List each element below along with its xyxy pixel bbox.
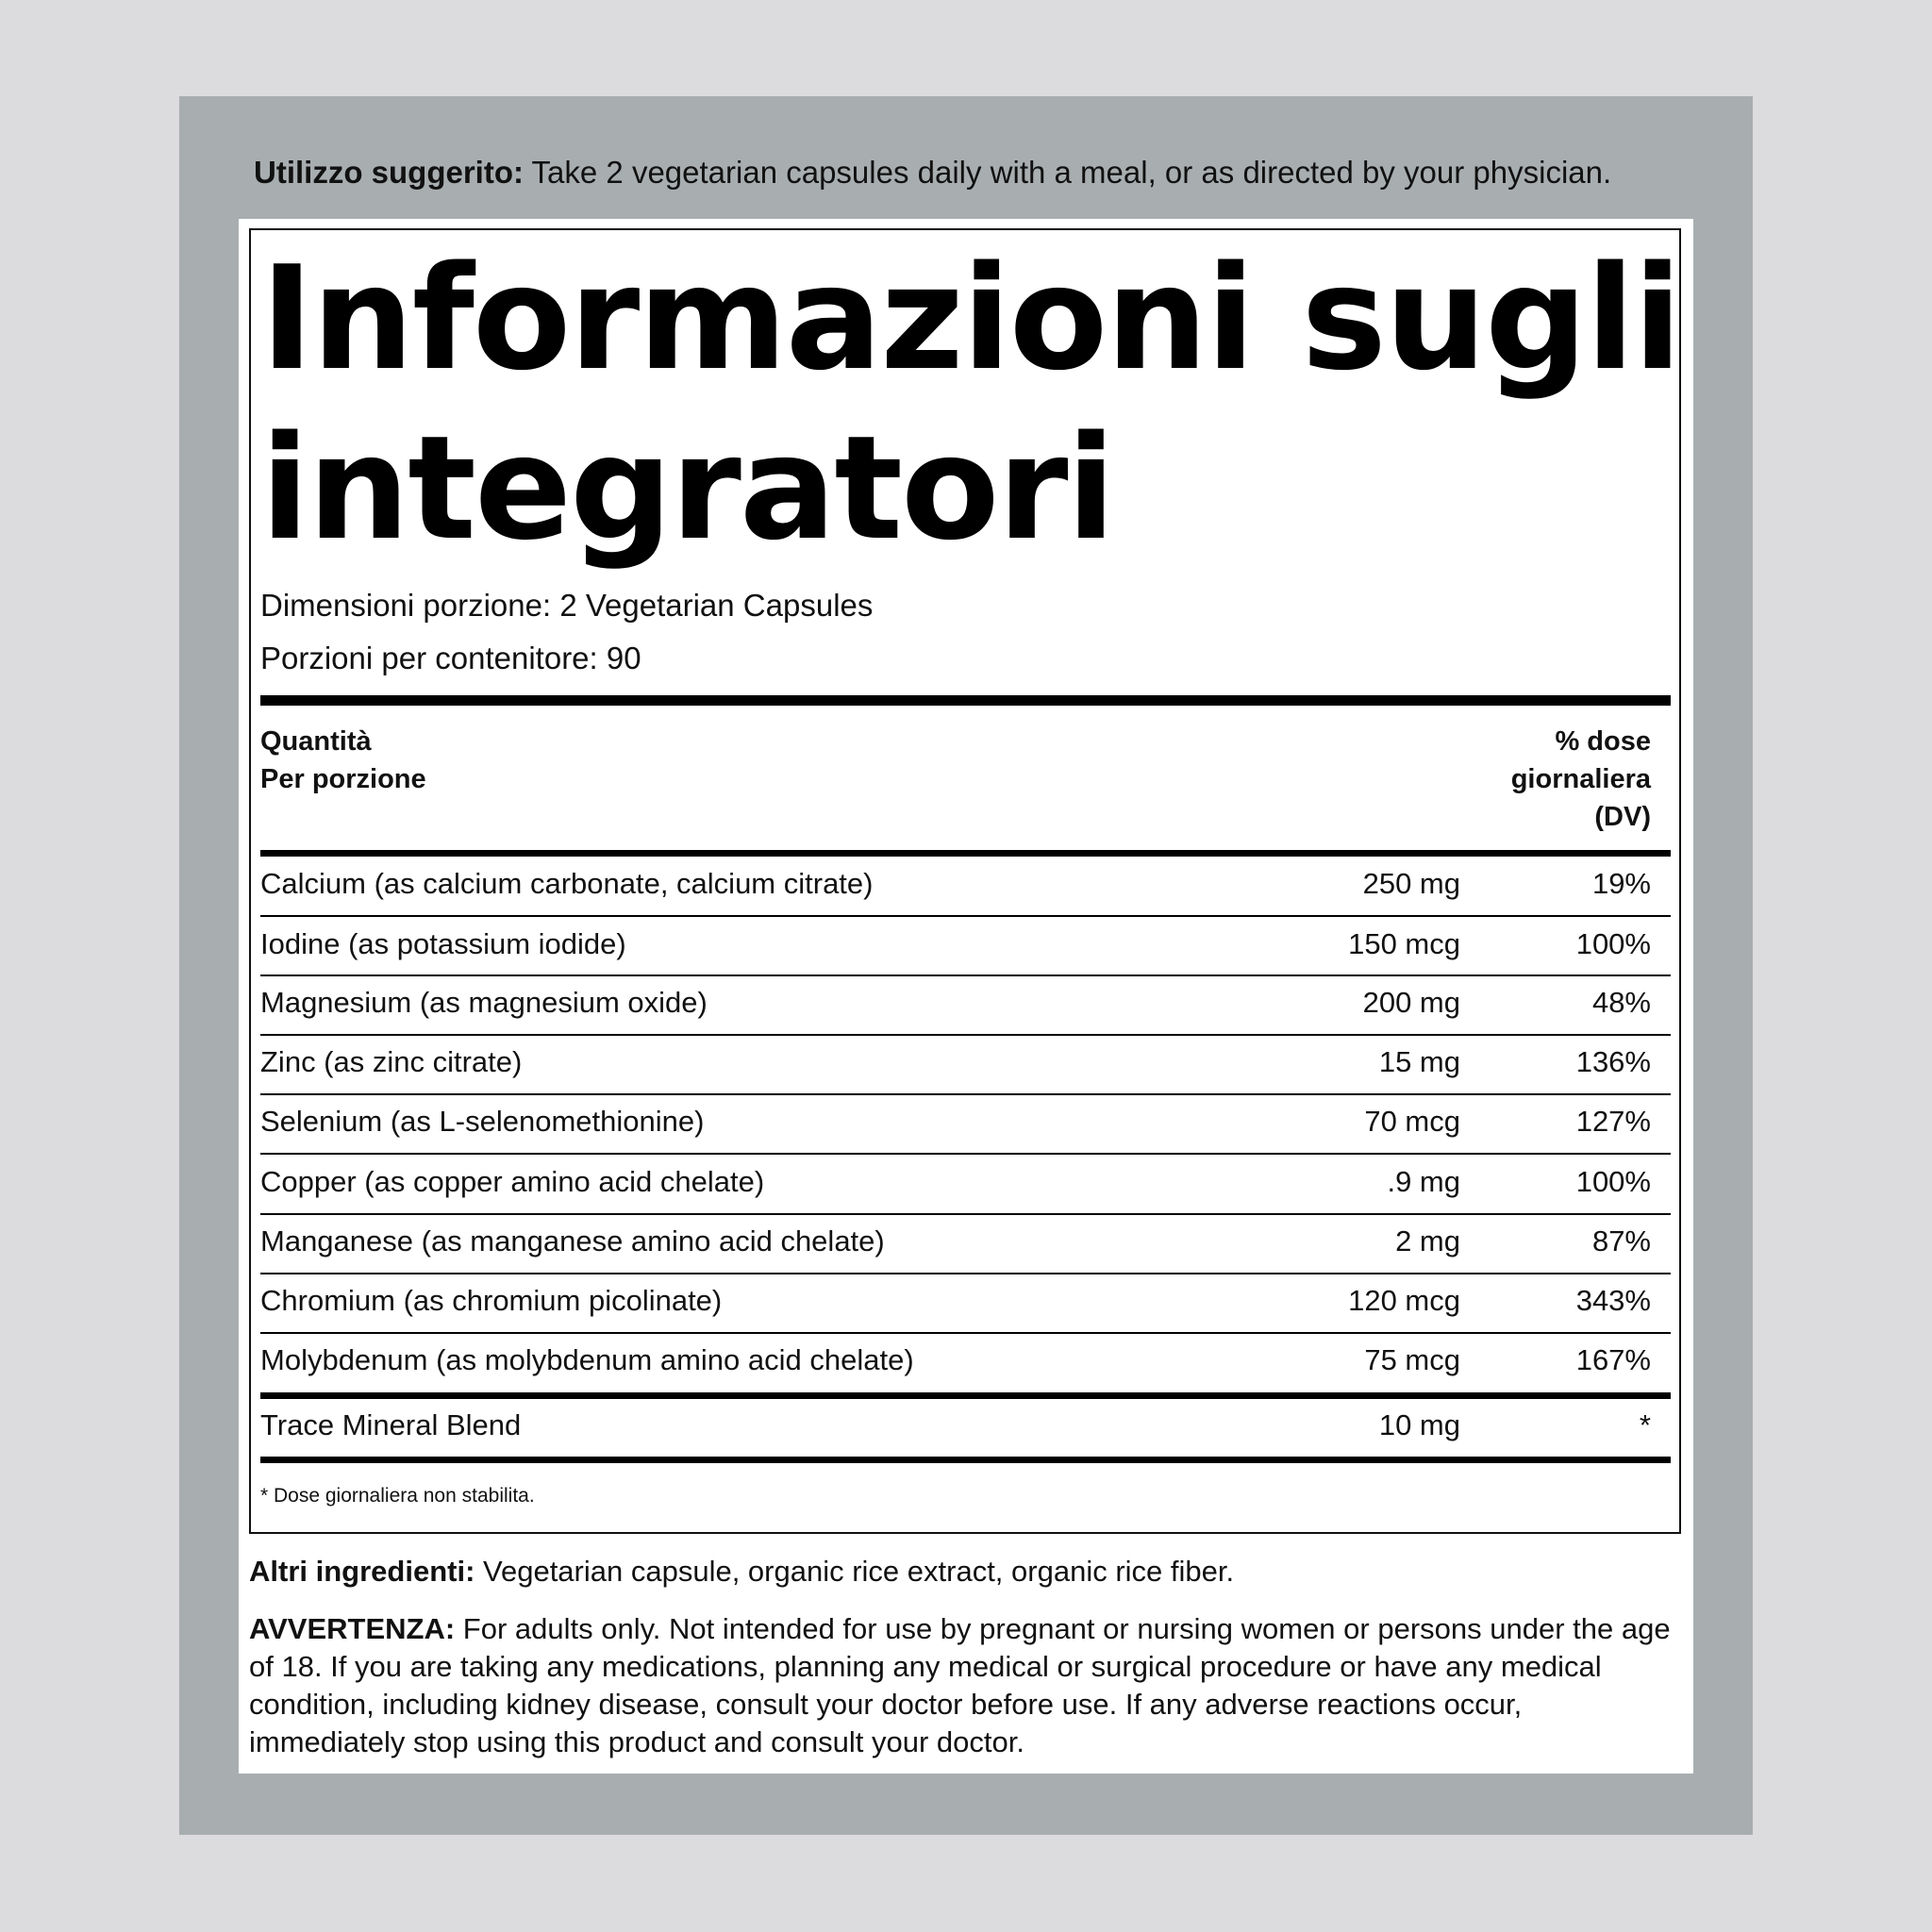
nutrient-row	[260, 915, 1671, 974]
nutrient-row	[260, 1331, 1671, 1390]
other-ingredients-label: Altri ingredienti:	[249, 1555, 475, 1588]
nutrient-name: Calcium (as calcium carbonate, calcium citrate)	[260, 867, 874, 900]
nutrient-dv: 48%	[1591, 986, 1651, 1019]
nutrient-amount: 200 mg	[1362, 986, 1460, 1019]
warning-text: For adults only. Not intended for use by pregnant or nursing women or persons under the age of 18. If you are taking any medications, planning any medical or surgical procedure or have any medical condition, including kidney disease, consult your doctor before use. If any adverse reactions occur, immediately stop using this product and consult your doctor.	[249, 1612, 1671, 1758]
nutrient-dv: 87%	[1591, 1224, 1651, 1257]
header-left-line-2: Per porzione	[260, 764, 426, 794]
nutrient-name: Iodine (as potassium iodide)	[260, 927, 626, 960]
supplement-facts-title	[260, 234, 1680, 574]
nutrient-amount: 75 mcg	[1364, 1343, 1460, 1376]
nutrient-amount: 15 mg	[1378, 1045, 1460, 1078]
blend-name: Trace Mineral Blend	[260, 1408, 522, 1441]
nutrient-dv: 19%	[1591, 867, 1651, 900]
warning	[249, 1610, 1683, 1761]
nutrient-row	[260, 1272, 1671, 1330]
header-left-line-1: Quantità	[260, 726, 372, 757]
nutrient-dv: 343%	[1575, 1284, 1651, 1317]
nutrient-row	[260, 974, 1671, 1032]
blend-dv: *	[1639, 1408, 1651, 1441]
nutrient-row	[260, 1153, 1671, 1211]
other-ingredients-text: Vegetarian capsule, organic rice extract, organic rice fiber.	[475, 1555, 1235, 1588]
nutrient-amount: 250 mg	[1362, 867, 1460, 900]
nutrient-dv: 100%	[1575, 1165, 1651, 1198]
nutrient-name: Zinc (as zinc citrate)	[260, 1045, 523, 1078]
nutrient-row	[260, 1092, 1671, 1151]
blend-row	[260, 1396, 1671, 1455]
nutrient-row	[260, 1033, 1671, 1091]
nutrient-dv: 167%	[1575, 1343, 1651, 1376]
nutrient-name: Selenium (as L-selenomethionine)	[260, 1105, 705, 1138]
bottom-divider	[260, 1457, 1671, 1463]
daily-value-footnote: * Dose giornaliera non stabilita.	[260, 1485, 535, 1507]
nutrient-amount: 150 mcg	[1348, 927, 1460, 960]
title-line-1: Informazioni sugli	[260, 235, 1681, 402]
amount-per-serving-header	[260, 723, 426, 798]
other-ingredients	[249, 1553, 1234, 1591]
header-right-line-2: giornaliera	[1510, 764, 1651, 794]
nutrient-amount: 2 mg	[1395, 1224, 1460, 1257]
nutrient-dv: 100%	[1575, 927, 1651, 960]
serving-size: Dimensioni porzione: 2 Vegetarian Capsules	[260, 588, 874, 623]
header-right-line-1: % dose	[1555, 726, 1651, 757]
title-line-2: integratori	[260, 405, 1114, 572]
nutrient-row	[260, 1212, 1671, 1271]
nutrient-amount: 120 mcg	[1348, 1284, 1460, 1317]
thick-divider	[260, 695, 1671, 706]
suggested-use-label: Utilizzo suggerito:	[254, 155, 524, 190]
servings-per-container: Porzioni per contenitore: 90	[260, 641, 641, 675]
nutrient-name: Chromium (as chromium picolinate)	[260, 1284, 723, 1317]
header-right-line-3: (DV)	[1594, 802, 1651, 832]
nutrient-name: Molybdenum (as molybdenum amino acid chelate)	[260, 1343, 914, 1376]
nutrient-amount: 70 mcg	[1364, 1105, 1460, 1138]
suggested-use	[254, 151, 1611, 194]
blend-amount: 10 mg	[1378, 1408, 1460, 1441]
nutrient-row	[260, 855, 1671, 913]
nutrient-dv: 136%	[1575, 1045, 1651, 1078]
warning-label: AVVERTENZA:	[249, 1612, 456, 1645]
suggested-use-text: Take 2 vegetarian capsules daily with a meal, or as directed by your physician.	[523, 155, 1612, 190]
nutrient-name: Magnesium (as magnesium oxide)	[260, 986, 708, 1019]
nutrient-dv: 127%	[1575, 1105, 1651, 1138]
nutrient-name: Manganese (as manganese amino acid chelate)	[260, 1224, 885, 1257]
nutrient-amount: .9 mg	[1387, 1165, 1460, 1198]
nutrient-name: Copper (as copper amino acid chelate)	[260, 1165, 765, 1198]
daily-value-header	[1511, 723, 1651, 836]
